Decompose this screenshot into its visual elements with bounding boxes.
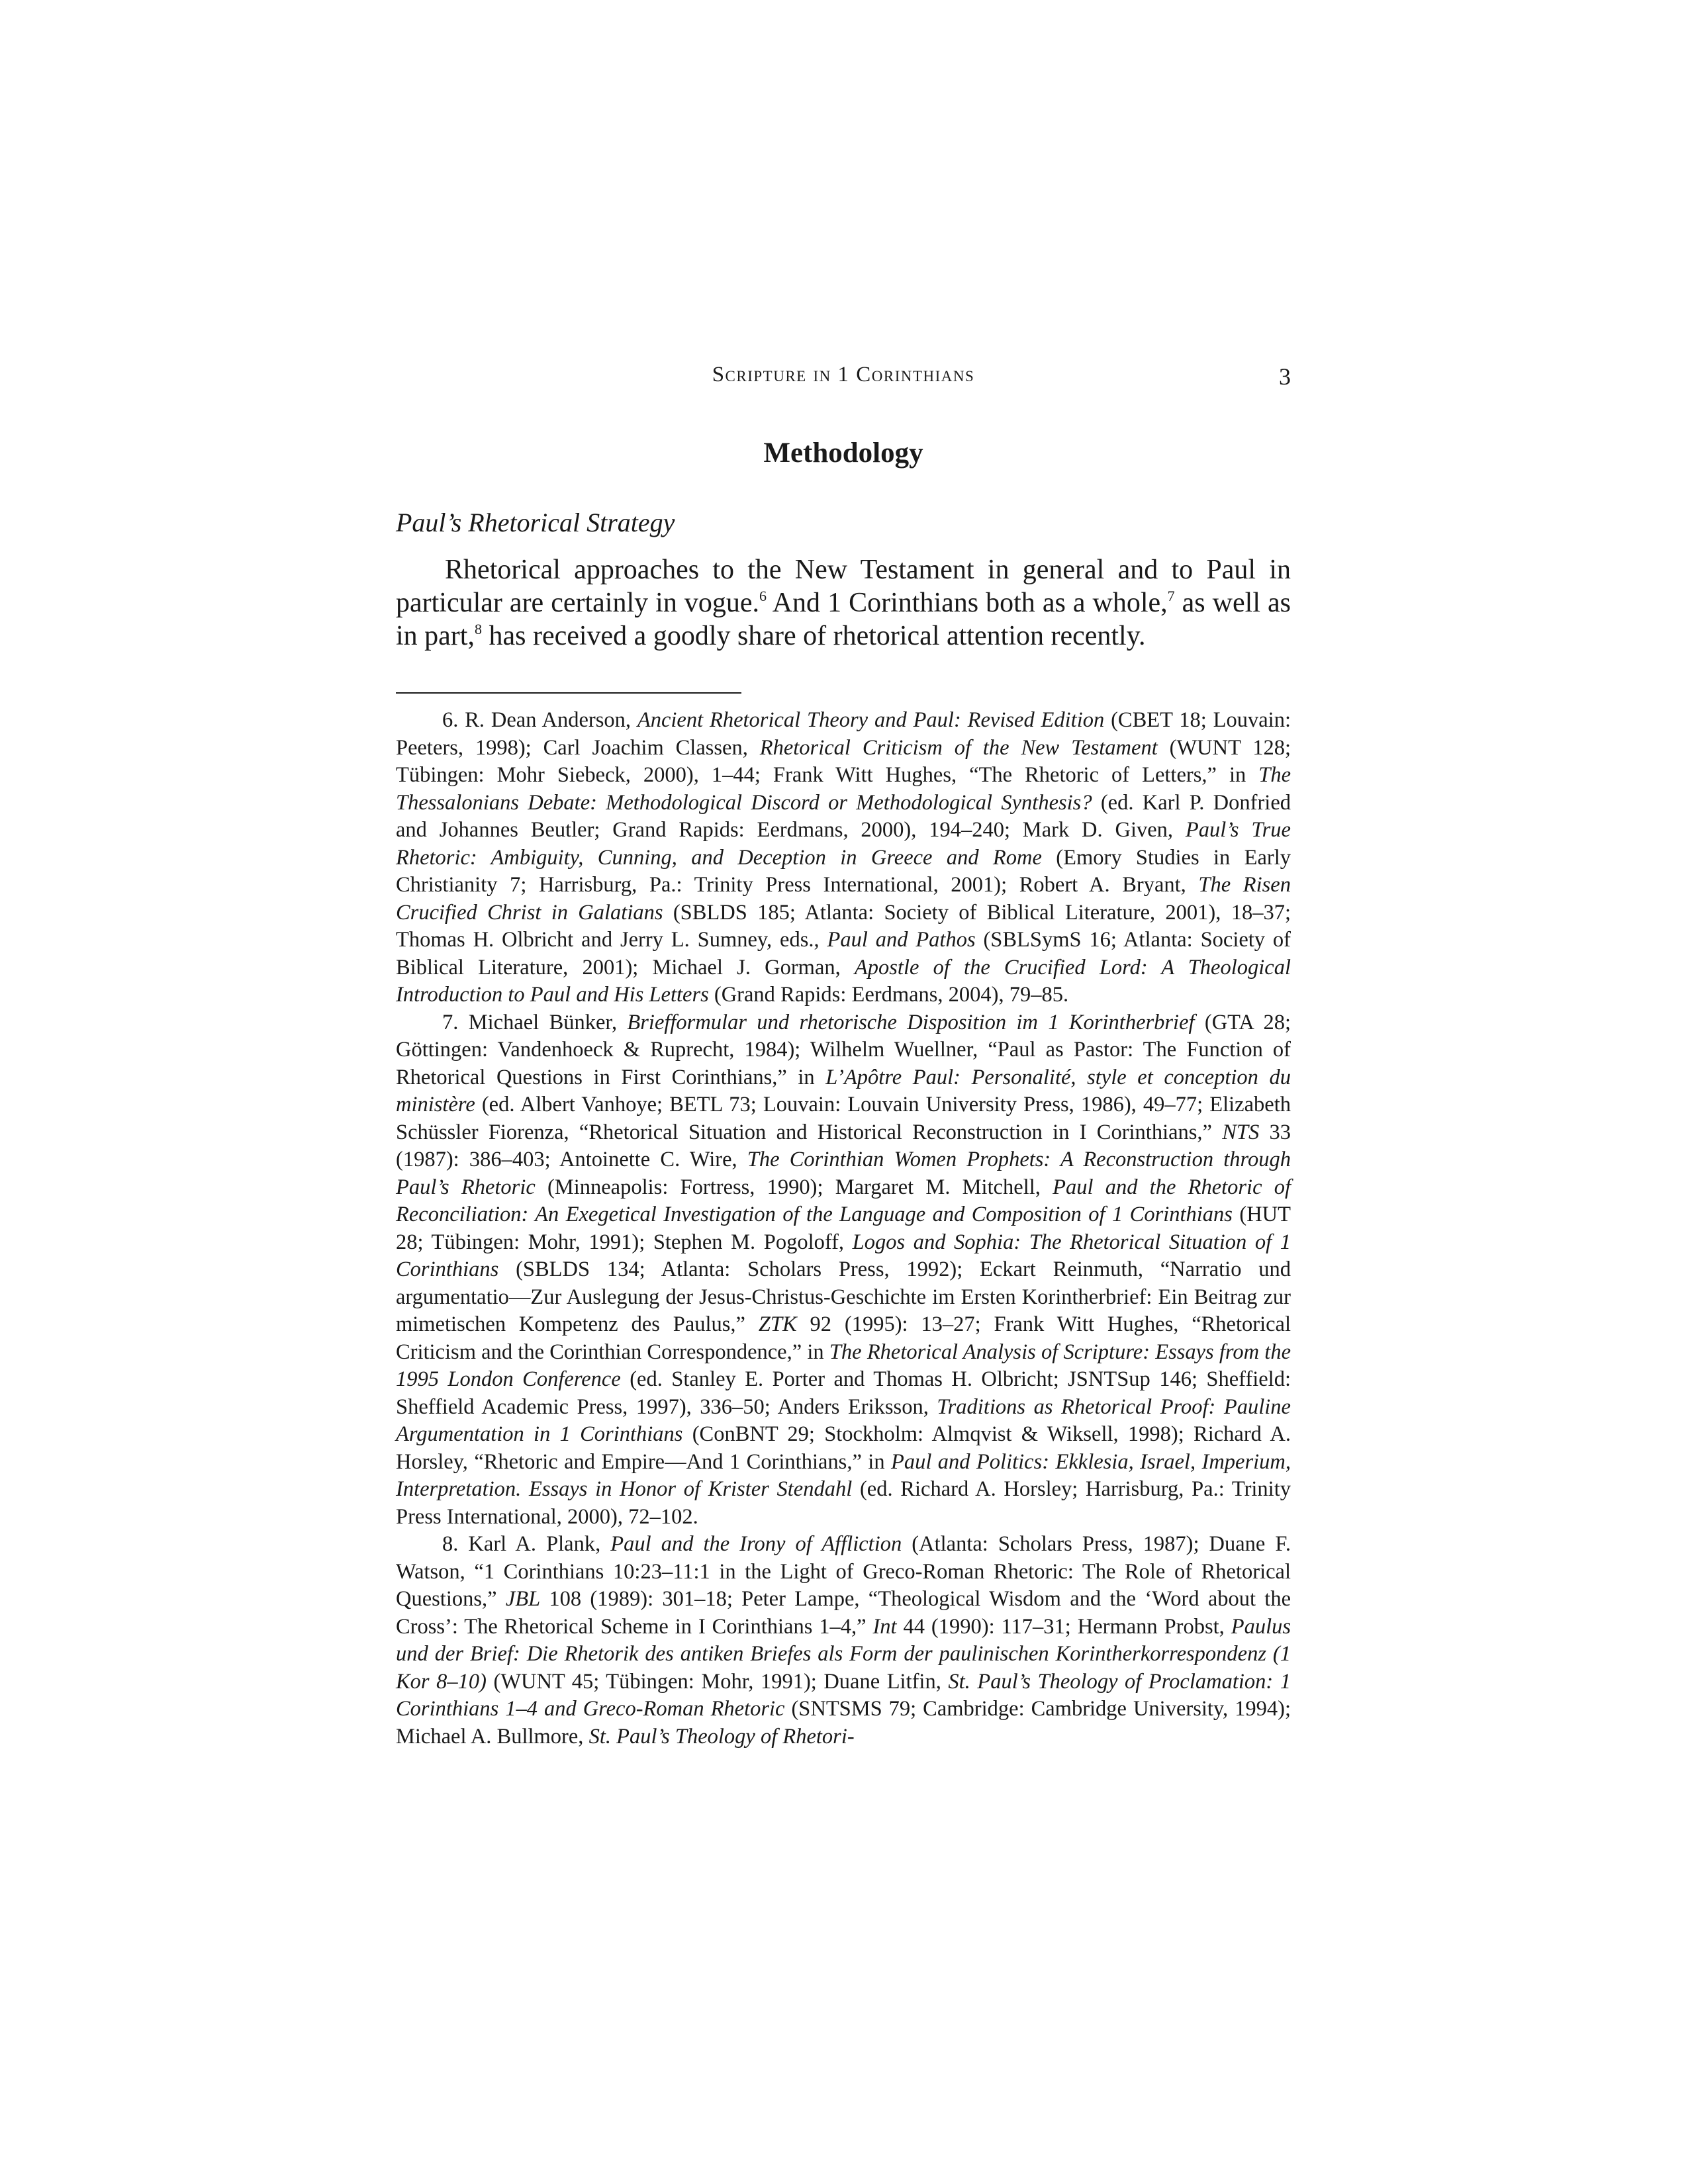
footnote-text: (CBET 18; Louvain: Peeters, 1998); Carl Joachim Classen, bbox=[396, 708, 1291, 760]
body-text-segment: And 1 Corinthians both as a whole, bbox=[767, 588, 1168, 618]
citation-title: Traditions as Rhetorical Proof: Pauline Argumentation in 1 Corinthians bbox=[396, 1394, 1291, 1446]
footnote-text: (HUT 28; Tübingen: Mohr, 1991); Stephen M. Pogoloff, bbox=[396, 1203, 1291, 1254]
section-heading: Methodology bbox=[763, 437, 923, 469]
citation-title: Paul and the Irony of Affliction bbox=[610, 1532, 902, 1556]
running-head bbox=[396, 363, 1291, 402]
footnote-6 bbox=[396, 707, 1291, 1009]
footnote-divider bbox=[396, 692, 741, 694]
citation-title: JBL bbox=[505, 1587, 541, 1611]
citation-title: Paul and Pathos bbox=[827, 928, 976, 952]
footnote-text: (ed. Richard A. Horsley; Harrisburg, Pa.: Trinity Press International, 2000), 72–102. bbox=[396, 1477, 1291, 1529]
running-title: Scripture in 1 Corinthians bbox=[712, 363, 975, 387]
footnote-text: (Atlanta: Scholars Press, 1987); Duane F. Watson, “1 Corinthians 10:23–11:1 in the Light of Greco-Roman Rhetoric: The Role of Rhetorical Questions,” bbox=[396, 1532, 1291, 1611]
footnote-text: (SBLDS 134; Atlanta: Scholars Press, 1992); Eckart Reinmuth, “Narratio und argumentatio—Zur Auslegung der Jesus-Christus-Geschichte im Ersten Korintherbrief: Ein Beitrag zur mimetischen Kompetenz des Paulus,” bbox=[396, 1257, 1291, 1336]
citation-title: The Corinthian Women Prophets: A Reconstruction through Paul’s Rhetoric bbox=[396, 1148, 1291, 1199]
citation-title: Apostle of the Crucified Lord: A Theological Introduction to Paul and His Letters bbox=[396, 955, 1291, 1007]
page-number: 3 bbox=[1279, 363, 1291, 390]
footnote-text: (ed. Stanley E. Porter and Thomas H. Olbricht; JSNTSup 146; Sheffield: Sheffield Academic Press, 1997), 336–50; Anders Eriksson, bbox=[396, 1367, 1291, 1419]
footnote-text: (Minneapolis: Fortress, 1990); Margaret M. Mitchell, bbox=[535, 1175, 1053, 1199]
citation-title: Rhetorical Criticism of the New Testament bbox=[759, 735, 1158, 760]
footnote-text: 8. Karl A. Plank, bbox=[442, 1532, 611, 1556]
footnote-text: (ed. Karl P. Donfried and Johannes Beutler; Grand Rapids: Eerdmans, 2000), 194–240; Mark D. Given, bbox=[396, 790, 1291, 842]
footnote-text: 108 (1989): 301–18; Peter Lampe, “Theological Wisdom and the ‘Word about the Cross’: The Rhetorical Scheme in I Corinthians 1–4,” bbox=[396, 1587, 1291, 1639]
footnote-7 bbox=[396, 1009, 1291, 1531]
footnote-text: 7. Michael Bünker, bbox=[442, 1010, 628, 1034]
footnote-text: (GTA 28; Göttingen: Vandenhoeck & Ruprecht, 1984); Wilhelm Wuellner, “Paul as Pastor: The Function of Rhetorical Questions in First Corinthians,” in bbox=[396, 1010, 1291, 1089]
citation-title: Logos and Sophia: The Rhetorical Situation of 1 Corinthians bbox=[396, 1230, 1291, 1281]
body-text-segment: as well as in part, bbox=[396, 588, 1291, 651]
footnote-ref-8[interactable]: 8 bbox=[474, 621, 482, 637]
footnote-8 bbox=[396, 1531, 1291, 1751]
footnotes-section bbox=[396, 707, 1291, 1751]
citation-title: The Thessalonians Debate: Methodological Discord or Methodological Synthesis? bbox=[396, 763, 1291, 815]
citation-title: St. Paul’s Theology of Rhetori- bbox=[588, 1724, 855, 1749]
body-text-segment: Rhetorical approaches to the New Testament in general and to Paul in particular are certainly in vogue. bbox=[396, 555, 1291, 618]
citation-title: Briefformular und rhetorische Disposition im 1 Korintherbrief bbox=[627, 1010, 1195, 1034]
citation-title: Int bbox=[872, 1614, 897, 1639]
citation-title: L’Apôtre Paul: Personalité, style et conception du ministère bbox=[396, 1065, 1291, 1116]
citation-title: Paul’s True Rhetoric: Ambiguity, Cunning, and Deception in Greece and Rome bbox=[396, 818, 1291, 870]
footnote-text: (SNTSMS 79; Cambridge: Cambridge University, 1994); Michael A. Bullmore, bbox=[396, 1697, 1291, 1749]
body-text-segment: has received a goodly share of rhetorical attention recently. bbox=[481, 621, 1146, 651]
footnote-text: (Emory Studies in Early Christianity 7; Harrisburg, Pa.: Trinity Press International, 2001); Robert A. Bryant, bbox=[396, 845, 1291, 897]
footnote-text: (SBLDS 185; Atlanta: Society of Biblical Literature, 2001), 18–37; Thomas H. Olbricht and Jerry L. Sumney, eds., bbox=[396, 900, 1291, 952]
footnote-ref-7[interactable]: 7 bbox=[1167, 588, 1175, 604]
footnote-ref-6[interactable]: 6 bbox=[759, 588, 767, 604]
footnote-text: (WUNT 128; Tübingen: Mohr Siebeck, 2000), 1–44; Frank Witt Hughes, “The Rhetoric of Letters,” in bbox=[396, 735, 1291, 787]
body-paragraph bbox=[396, 553, 1291, 653]
citation-title: Paulus und der Brief: Die Rhetorik des antiken Briefes als Form der paulinischen Korintherkorrespondenz (1 Kor 8–10) bbox=[396, 1614, 1291, 1694]
citation-title: NTS bbox=[1222, 1120, 1260, 1144]
footnote-text: (WUNT 45; Tübingen: Mohr, 1991); Duane Litfin, bbox=[486, 1669, 949, 1694]
footnote-text: 44 (1990): 117–31; Hermann Probst, bbox=[896, 1614, 1231, 1639]
footnote-text: 33 (1987): 386–403; Antoinette C. Wire, bbox=[396, 1120, 1291, 1171]
citation-title: The Risen Crucified Christ in Galatians bbox=[396, 873, 1291, 925]
footnote-text: (SBLSymS 16; Atlanta: Society of Biblical Literature, 2001); Michael J. Gorman, bbox=[396, 928, 1291, 979]
footnote-text: 6. R. Dean Anderson, bbox=[442, 708, 637, 732]
citation-title: Ancient Rhetorical Theory and Paul: Revised Edition bbox=[637, 708, 1105, 732]
footnote-text: (ed. Albert Vanhoye; BETL 73; Louvain: Louvain University Press, 1986), 49–77; Elizabeth Schüssler Fiorenza, “Rhetorical Situation and Historical Reconstruction in I Corinthians,” bbox=[396, 1093, 1291, 1144]
footnote-text: 92 (1995): 13–27; Frank Witt Hughes, “Rhetorical Criticism and the Corinthian Correspondence,” in bbox=[396, 1312, 1291, 1364]
citation-title: Paul and Politics: Ekklesia, Israel, Imperium, Interpretation. Essays in Honor of Krister Stendahl bbox=[396, 1449, 1291, 1501]
footnote-text: (ConBNT 29; Stockholm: Almqvist & Wiksell, 1998); Richard A. Horsley, “Rhetoric and Empire—And 1 Corinthians,” in bbox=[396, 1422, 1291, 1474]
citation-title: Paul and the Rhetoric of Reconciliation: An Exegetical Investigation of the Language and Composition of 1 Corinthians bbox=[396, 1175, 1291, 1226]
footnote-text: (Grand Rapids: Eerdmans, 2004), 79–85. bbox=[708, 983, 1069, 1007]
subheading: Paul’s Rhetorical Strategy bbox=[396, 508, 675, 537]
citation-title: St. Paul’s Theology of Proclamation: 1 Corinthians 1–4 and Greco-Roman Rhetoric bbox=[396, 1669, 1291, 1721]
citation-title: The Rhetorical Analysis of Scripture: Essays from the 1995 London Conference bbox=[396, 1340, 1291, 1391]
citation-title: ZTK bbox=[758, 1312, 797, 1336]
